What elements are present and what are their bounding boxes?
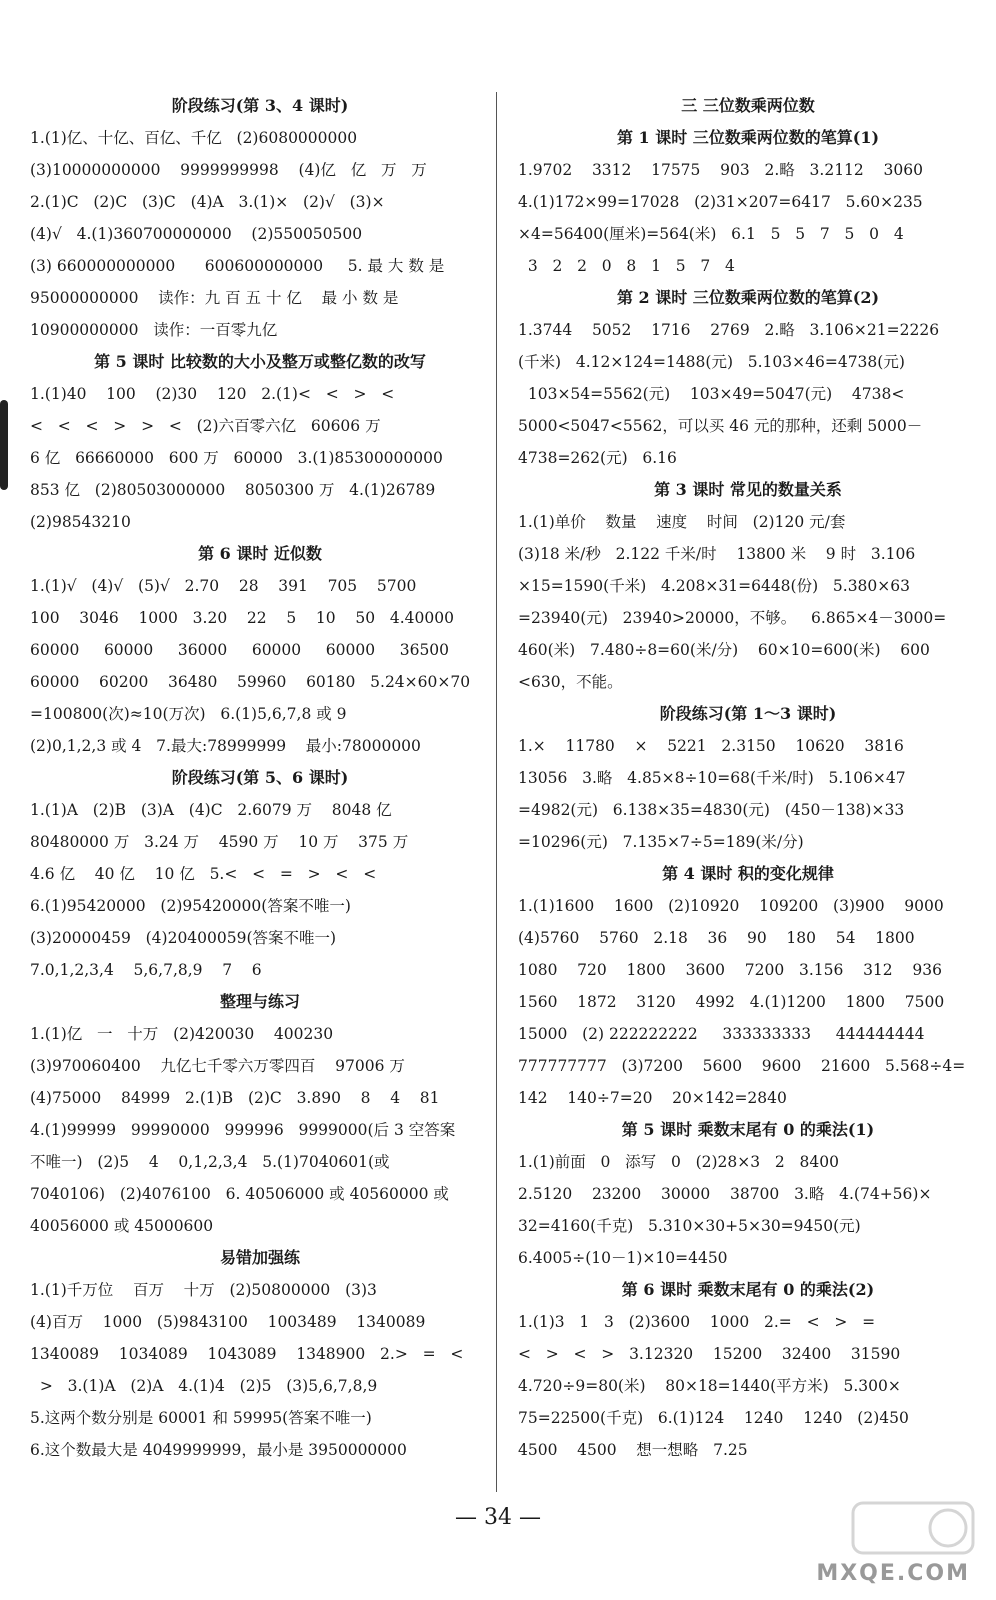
answer-line: 75=22500(千克) 6.(1)124 1240 1240 (2)450 bbox=[518, 1409, 909, 1427]
answer-line: (3)970060400 九亿七千零六万零四百 97006 万 bbox=[30, 1057, 405, 1075]
answer-line: 15000 (2) 222222222 333333333 444444444 bbox=[518, 1025, 925, 1043]
answer-line: 4.(1)172×99=17028 (2)31×207=6417 5.60×235 bbox=[518, 193, 923, 211]
right-column bbox=[518, 90, 978, 1466]
answer-line: <630，不能。 bbox=[518, 673, 623, 691]
answer-line: (3)10000000000 9999999998 (4)亿 亿 万 万 bbox=[30, 161, 427, 179]
answer-line: 1.9702 3312 17575 903 2.略 3.2112 3060 bbox=[518, 161, 923, 179]
answer-line: 4.(1)99999 99990000 999996 9999000(后 3 空答案 bbox=[30, 1121, 456, 1139]
answer-line: 1.(1)前面 0 添写 0 (2)28×3 2 8400 bbox=[518, 1153, 839, 1171]
answer-line: (4)√ 4.(1)360700000000 (2)550050500 bbox=[30, 225, 363, 243]
answer-line: 853 亿 (2)80503000000 8050300 万 4.(1)26789 bbox=[30, 481, 436, 499]
answer-line: 32=4160(千克) 5.310×30+5×30=9450(元) bbox=[518, 1217, 861, 1235]
answer-line: 4500 4500 想一想略 7.25 bbox=[518, 1441, 748, 1459]
section-heading: 第 6 课时 近似数 bbox=[198, 544, 322, 563]
answer-line: 不唯一) (2)5 4 0,1,2,3,4 5.(1)7040601(或 bbox=[30, 1153, 390, 1171]
answer-line: 80480000 万 3.24 万 4590 万 10 万 375 万 bbox=[30, 833, 409, 851]
answer-line: 4738=262(元) 6.16 bbox=[518, 449, 677, 467]
answer-line: 10900000000 读作：一百零九亿 bbox=[30, 321, 278, 339]
answer-line: 60000 60200 36480 59960 60180 5.24×60×70 bbox=[30, 673, 471, 691]
answer-line: =100800(次)≈10(万次) 6.(1)5,6,7,8 或 9 bbox=[30, 705, 347, 723]
answer-line: 1560 1872 3120 4992 4.(1)1200 1800 7500 bbox=[518, 993, 945, 1011]
section-heading: 第 5 课时 乘数末尾有 0 的乘法(1) bbox=[621, 1120, 875, 1139]
answer-line: 1.(1)3 1 3 (2)3600 1000 2.= < > = bbox=[518, 1313, 876, 1331]
answer-line: (千米) 4.12×124=1488(元) 5.103×46=4738(元) bbox=[518, 353, 905, 371]
answer-line: 100 3046 1000 3.20 22 5 10 50 4.40000 bbox=[30, 609, 454, 627]
answer-line: ×4=56400(厘米)=564(米) 6.1 5 5 7 5 0 4 bbox=[518, 225, 904, 243]
answer-line: 7040106) (2)4076100 6. 40506000 或 40560000 或 bbox=[30, 1185, 449, 1203]
answer-line: 60000 60000 36000 60000 60000 36500 bbox=[30, 641, 450, 659]
answer-line: 1340089 1034089 1043089 1348900 2.> = < bbox=[30, 1345, 464, 1363]
answer-line: 1.(1)亿、十亿、百亿、千亿 (2)6080000000 bbox=[30, 129, 358, 147]
answer-line: 95000000000 读作：九 百 五 十 亿 最 小 数 是 bbox=[30, 289, 399, 307]
answer-line: (4)75000 84999 2.(1)B (2)C 3.890 8 4 81 bbox=[30, 1089, 440, 1107]
answer-line: 6 亿 66660000 600 万 60000 3.(1)85300000000 bbox=[30, 449, 443, 467]
answer-line: 4.720÷9=80(米) 80×18=1440(平方米) 5.300× bbox=[518, 1377, 901, 1395]
answer-line: 5.这两个数分别是 60001 和 59995(答案不唯一) bbox=[30, 1409, 372, 1427]
answer-line: 5000<5047<5562，可以买 46 元的那种，还剩 5000－ bbox=[518, 417, 923, 435]
answer-line: (3)18 米/秒 2.122 千米/时 13800 米 9 时 3.106 bbox=[518, 545, 916, 563]
section-heading: 第 2 课时 三位数乘两位数的笔算(2) bbox=[616, 288, 880, 307]
section-heading: 第 1 课时 三位数乘两位数的笔算(1) bbox=[616, 128, 880, 147]
answer-line: (2)0,1,2,3 或 4 7.最大:78999999 最小:78000000 bbox=[30, 737, 421, 755]
answer-line: 460(米) 7.480÷8=60(米/分) 60×10=600(米) 600 bbox=[518, 641, 930, 659]
answer-line: 1.(1)千万位 百万 十万 (2)50800000 (3)3 bbox=[30, 1281, 377, 1299]
answer-line: 6.(1)95420000 (2)95420000(答案不唯一) bbox=[30, 897, 351, 915]
section-heading: 第 3 课时 常见的数量关系 bbox=[654, 480, 842, 499]
answer-line: < > < > 3.12320 15200 32400 31590 bbox=[518, 1345, 901, 1363]
page-number: — 34 — bbox=[455, 1505, 541, 1530]
section-heading: 第 4 课时 积的变化规律 bbox=[662, 864, 834, 883]
answer-line: 1.(1)√ (4)√ (5)√ 2.70 28 391 705 5700 bbox=[30, 577, 417, 595]
answer-line: =23940(元) 23940>20000，不够。 6.865×4－3000= bbox=[518, 609, 947, 627]
answer-line: > 3.(1)A (2)A 4.(1)4 (2)5 (3)5,6,7,8,9 bbox=[30, 1377, 378, 1395]
answer-line: 3 2 2 0 8 1 5 7 4 bbox=[518, 257, 735, 275]
answer-line: 1.(1)亿 一 十万 (2)420030 400230 bbox=[30, 1025, 334, 1043]
answer-line: (3) 660000000000 600600000000 5. 最 大 数 是 bbox=[30, 257, 445, 275]
section-heading: 阶段练习(第 3、4 课时) bbox=[171, 96, 349, 115]
answer-line: =10296(元) 7.135×7÷5=189(米/分) bbox=[518, 833, 804, 851]
answer-line: 2.5120 23200 30000 38700 3.略 4.(74+56)× bbox=[518, 1185, 932, 1203]
watermark-text: MXQE.COM bbox=[816, 1561, 970, 1586]
answer-line: (4)百万 1000 (5)9843100 1003489 1340089 bbox=[30, 1313, 426, 1331]
column-divider bbox=[496, 92, 497, 1492]
section-heading: 整理与练习 bbox=[219, 992, 300, 1011]
answer-line: 6.4005÷(10－1)×10=4450 bbox=[518, 1249, 728, 1267]
answer-line: 1.× 11780 × 5221 2.3150 10620 3816 bbox=[518, 737, 904, 755]
answer-line: =4982(元) 6.138×35=4830(元) (450－138)×33 bbox=[518, 801, 905, 819]
binding-mark bbox=[0, 400, 8, 490]
answer-line: < < < > > < (2)六百零六亿 60606 万 bbox=[30, 417, 381, 435]
section-heading: 易错加强练 bbox=[219, 1248, 300, 1267]
answer-line: 142 140÷7=20 20×142=2840 bbox=[518, 1089, 787, 1107]
answer-line: 103×54=5562(元) 103×49=5047(元) 4738< bbox=[518, 385, 905, 403]
answer-line: ×15=1590(千米) 4.208×31=6448(份) 5.380×63 bbox=[518, 577, 910, 595]
answer-line: 1.(1)A (2)B (3)A (4)C 2.6079 万 8048 亿 bbox=[30, 801, 392, 819]
answer-line: 777777777 (3)7200 5600 9600 21600 5.568÷4= bbox=[518, 1057, 966, 1075]
answer-line: (4)5760 5760 2.18 36 90 180 54 1800 bbox=[518, 929, 915, 947]
answer-line: 1.(1)1600 1600 (2)10920 109200 (3)900 9000 bbox=[518, 897, 944, 915]
answer-line: 1.(1)单价 数量 速度 时间 (2)120 元/套 bbox=[518, 513, 846, 531]
answer-line: 13056 3.略 4.85×8÷10=68(千米/时) 5.106×47 bbox=[518, 769, 906, 787]
section-heading: 第 5 课时 比较数的大小及整万或整亿数的改写 bbox=[94, 352, 426, 371]
section-heading: 第 6 课时 乘数末尾有 0 的乘法(2) bbox=[621, 1280, 875, 1299]
answer-line: 1.(1)40 100 (2)30 120 2.(1)< < > < bbox=[30, 385, 395, 403]
answer-line: 6.这个数最大是 4049999999，最小是 3950000000 bbox=[30, 1441, 407, 1459]
answer-line: 40056000 或 45000600 bbox=[30, 1217, 214, 1235]
answer-line: (3)20000459 (4)20400059(答案不唯一) bbox=[30, 929, 337, 947]
answer-line: 1.3744 5052 1716 2769 2.略 3.106×21=2226 bbox=[518, 321, 940, 339]
section-heading: 阶段练习(第 5、6 课时) bbox=[171, 768, 349, 787]
answer-line: 1080 720 1800 3600 7200 3.156 312 936 bbox=[518, 961, 942, 979]
answer-line: 4.6 亿 40 亿 10 亿 5.< < = > < < bbox=[30, 865, 377, 883]
answer-line: (2)98543210 bbox=[30, 513, 131, 531]
left-column bbox=[30, 90, 490, 1466]
section-heading: 三 三位数乘两位数 bbox=[681, 96, 815, 115]
section-heading: 阶段练习(第 1～3 课时) bbox=[659, 704, 837, 723]
answer-line: 2.(1)C (2)C (3)C (4)A 3.(1)× (2)√ (3)× bbox=[30, 193, 385, 211]
answer-line: 7.0,1,2,3,4 5,6,7,8,9 7 6 bbox=[30, 961, 262, 979]
